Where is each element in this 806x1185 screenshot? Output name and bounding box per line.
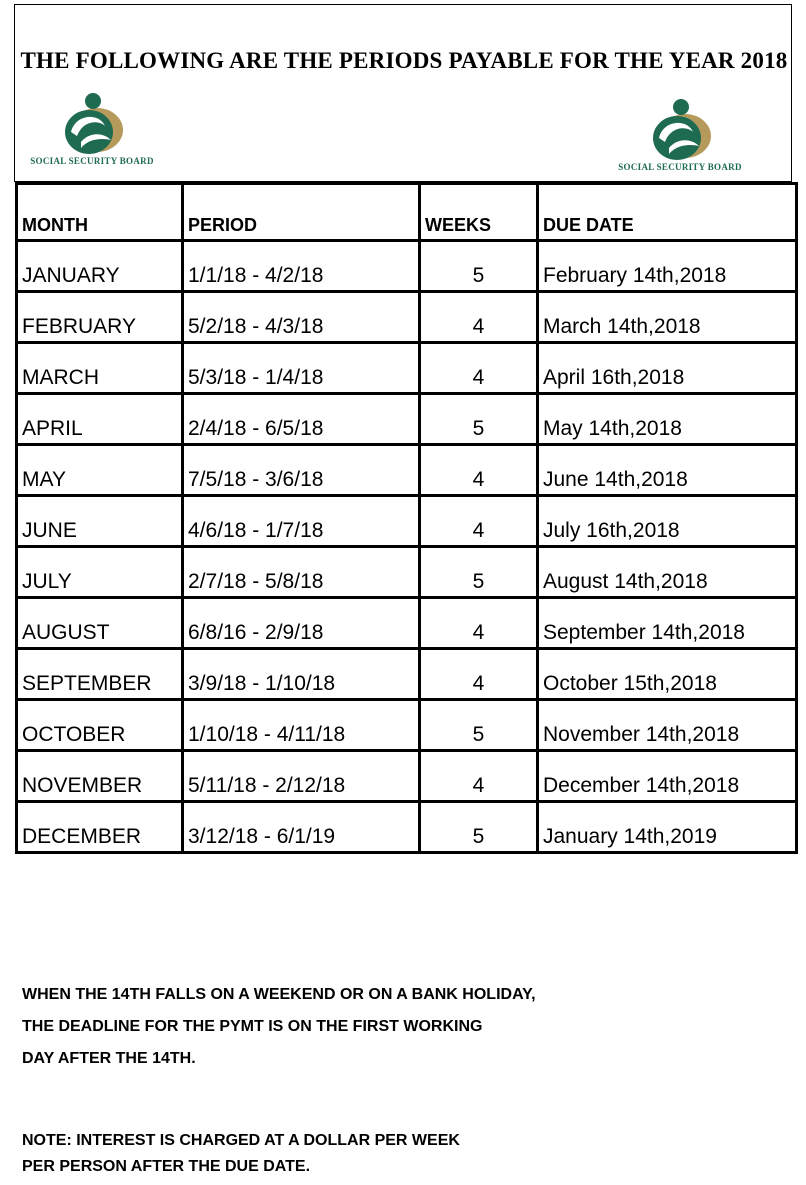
ssb-logo-text: SOCIAL SECURITY BOARD: [618, 162, 742, 172]
table-row: [17, 445, 797, 496]
cell-month: NOVEMBER: [17, 751, 183, 802]
ssb-logo-text: SOCIAL SECURITY BOARD: [30, 156, 154, 166]
note-line: PER PERSON AFTER THE DUE DATE.: [22, 1158, 311, 1175]
cell-due-date: April 16th,2018: [538, 343, 797, 394]
cell-weeks: 4: [420, 649, 538, 700]
cell-due-date: December 14th,2018: [538, 751, 797, 802]
note-line: NOTE: INTEREST IS CHARGED AT A DOLLAR PER WEEK: [22, 1132, 460, 1149]
cell-period: 6/8/16 - 2/9/18: [183, 598, 420, 649]
cell-due-date: May 14th,2018: [538, 394, 797, 445]
cell-period: 5/3/18 - 1/4/18: [183, 343, 420, 394]
column-header-due-date: DUE DATE: [538, 184, 797, 241]
note-line: THE DEADLINE FOR THE PYMT IS ON THE FIRST WORKING: [22, 1018, 483, 1035]
cell-due-date: September 14th,2018: [538, 598, 797, 649]
ssb-logo-left: [16, 92, 168, 166]
cell-due-date: January 14th,2019: [538, 802, 797, 853]
periods-table: [15, 182, 798, 854]
table-row: [17, 343, 797, 394]
cell-month: JUNE: [17, 496, 183, 547]
cell-weeks: 4: [420, 343, 538, 394]
table-row: [17, 241, 797, 292]
cell-weeks: 4: [420, 292, 538, 343]
cell-period: 3/12/18 - 6/1/19: [183, 802, 420, 853]
cell-period: 7/5/18 - 3/6/18: [183, 445, 420, 496]
cell-due-date: August 14th,2018: [538, 547, 797, 598]
cell-weeks: 4: [420, 598, 538, 649]
cell-month: JANUARY: [17, 241, 183, 292]
ssb-logo-right: [604, 98, 756, 172]
cell-weeks: 5: [420, 802, 538, 853]
cell-period: 4/6/18 - 1/7/18: [183, 496, 420, 547]
page-title: THE FOLLOWING ARE THE PERIODS PAYABLE FOR THE YEAR 2018: [20, 48, 788, 73]
cell-weeks: 5: [420, 394, 538, 445]
note-line: WHEN THE 14TH FALLS ON A WEEKEND OR ON A BANK HOLIDAY,: [22, 986, 536, 1003]
table-row: [17, 649, 797, 700]
cell-weeks: 5: [420, 241, 538, 292]
cell-due-date: October 15th,2018: [538, 649, 797, 700]
cell-period: 3/9/18 - 1/10/18: [183, 649, 420, 700]
cell-weeks: 5: [420, 700, 538, 751]
cell-period: 2/7/18 - 5/8/18: [183, 547, 420, 598]
table-row: [17, 547, 797, 598]
table-header-row: [17, 184, 797, 241]
cell-weeks: 4: [420, 751, 538, 802]
column-header-period: PERIOD: [183, 184, 420, 241]
cell-period: 2/4/18 - 6/5/18: [183, 394, 420, 445]
cell-due-date: March 14th,2018: [538, 292, 797, 343]
cell-month: SEPTEMBER: [17, 649, 183, 700]
column-header-weeks: WEEKS: [420, 184, 538, 241]
cell-weeks: 5: [420, 547, 538, 598]
weekend-deadline-note: [22, 979, 536, 1075]
cell-month: MAY: [17, 445, 183, 496]
cell-month: AUGUST: [17, 598, 183, 649]
table-row: [17, 394, 797, 445]
ssb-emblem-icon: [59, 92, 125, 156]
note-line: DAY AFTER THE 14TH.: [22, 1050, 196, 1067]
cell-period: 5/2/18 - 4/3/18: [183, 292, 420, 343]
table-row: [17, 700, 797, 751]
cell-due-date: February 14th,2018: [538, 241, 797, 292]
cell-weeks: 4: [420, 445, 538, 496]
cell-period: 5/11/18 - 2/12/18: [183, 751, 420, 802]
interest-note: [22, 1128, 460, 1180]
table-row: [17, 496, 797, 547]
cell-due-date: July 16th,2018: [538, 496, 797, 547]
cell-due-date: November 14th,2018: [538, 700, 797, 751]
cell-month: FEBRUARY: [17, 292, 183, 343]
cell-month: OCTOBER: [17, 700, 183, 751]
table-row: [17, 802, 797, 853]
cell-month: APRIL: [17, 394, 183, 445]
table-row: [17, 598, 797, 649]
cell-period: 1/1/18 - 4/2/18: [183, 241, 420, 292]
cell-month: MARCH: [17, 343, 183, 394]
cell-month: DECEMBER: [17, 802, 183, 853]
cell-due-date: June 14th,2018: [538, 445, 797, 496]
cell-weeks: 4: [420, 496, 538, 547]
cell-month: JULY: [17, 547, 183, 598]
cell-period: 1/10/18 - 4/11/18: [183, 700, 420, 751]
ssb-emblem-icon: [647, 98, 713, 162]
column-header-month: MONTH: [17, 184, 183, 241]
table-row: [17, 292, 797, 343]
table-row: [17, 751, 797, 802]
